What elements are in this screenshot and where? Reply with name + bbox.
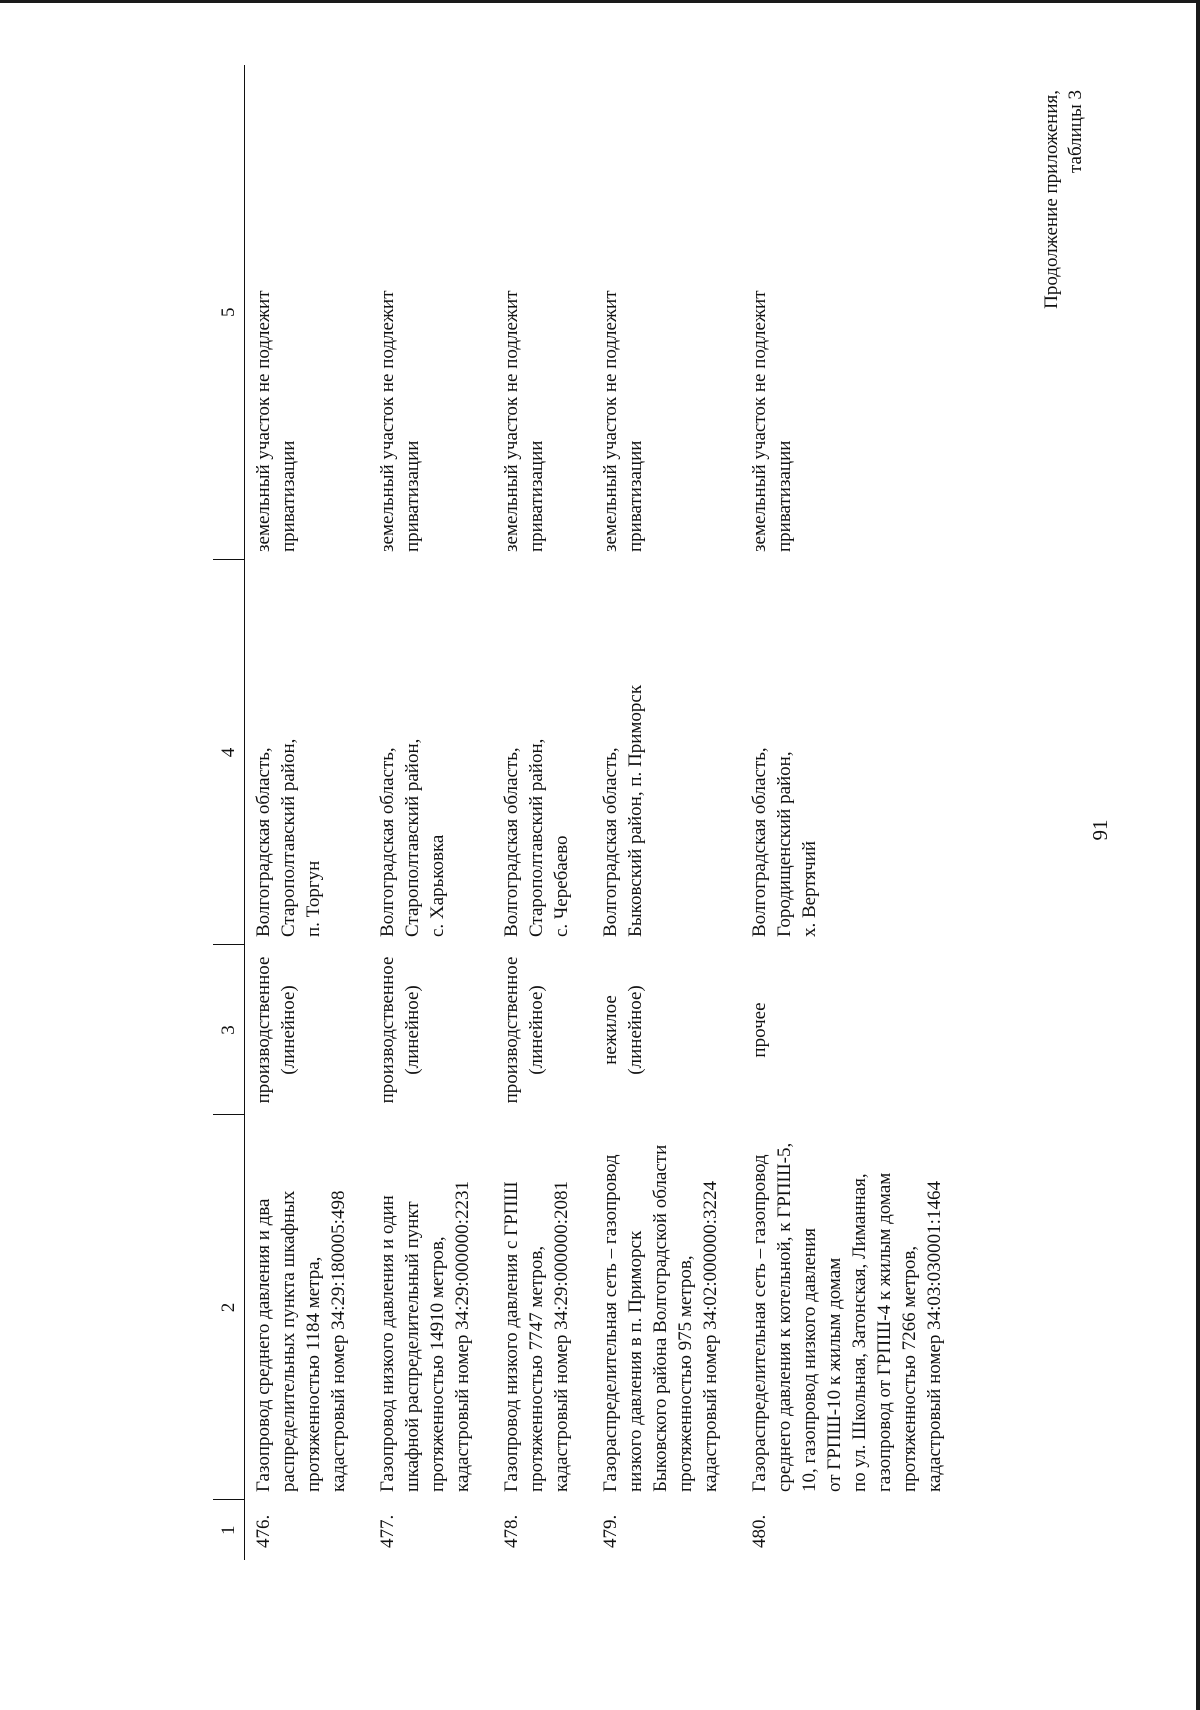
continuation-note bbox=[1040, 90, 1088, 309]
object-name-line: протяженностью 7747 метров, bbox=[526, 1245, 547, 1492]
object-purpose-line: нежилое (линейное) bbox=[600, 985, 646, 1075]
object-note bbox=[741, 65, 965, 560]
object-note-line: приватизации bbox=[625, 440, 646, 552]
continuation-line: Продолжение приложения, bbox=[1041, 90, 1062, 309]
object-address-line: Волгоградская область, bbox=[749, 747, 770, 937]
object-note-line: земельный участок не подлежит bbox=[600, 290, 621, 552]
object-name-line: протяженностью 1184 метра, bbox=[303, 1256, 324, 1492]
object-address-line: Городищенский район, bbox=[774, 751, 795, 937]
object-address-line: Старополтавский район, bbox=[278, 738, 299, 937]
object-purpose-line: производственное bbox=[501, 956, 522, 1104]
object-note-line: земельный участок не подлежит bbox=[377, 290, 398, 552]
object-name-line: протяженностью 975 метров, bbox=[675, 1255, 696, 1492]
object-name-line: кадастровый номер 34:29:000000:2231 bbox=[452, 1181, 473, 1492]
object-note-line: приватизации bbox=[526, 440, 547, 552]
object-note-line: приватизации bbox=[402, 440, 423, 552]
object-name-line: Газопровод низкого давления и один bbox=[377, 1195, 398, 1492]
object-address-line: с. Харьковка bbox=[427, 834, 448, 937]
object-purpose-line: (линейное) bbox=[526, 985, 547, 1075]
table-row bbox=[493, 65, 592, 1560]
object-name-line: распределительных пункта шкафных bbox=[278, 1190, 299, 1492]
object-name-line: кадастровый номер 34:29:000000:2081 bbox=[551, 1181, 572, 1492]
object-address-line: Старополтавский район, bbox=[402, 738, 423, 937]
page-number: 91 bbox=[1088, 819, 1112, 841]
object-note-line: земельный участок не подлежит bbox=[253, 290, 274, 552]
object-address-line: Волгоградская область, bbox=[501, 747, 522, 937]
object-name-line: по ул. Школьная, Затонская, Лиманная, bbox=[849, 1173, 870, 1492]
table-row bbox=[741, 65, 965, 1560]
row-number: 478. bbox=[501, 1514, 522, 1548]
object-name-line: Быковского района Волгоградской области bbox=[650, 1144, 671, 1492]
object-purpose-line: (линейное) bbox=[278, 985, 299, 1075]
row-number: 477. bbox=[377, 1514, 398, 1548]
table-row bbox=[592, 65, 741, 1560]
object-purpose bbox=[592, 945, 741, 1115]
object-name-line: Газораспределительная сеть – газопровод bbox=[600, 1154, 621, 1492]
column-number: 2 bbox=[213, 1115, 245, 1500]
object-note-line: земельный участок не подлежит bbox=[749, 290, 770, 552]
row-number: 476. bbox=[253, 1514, 274, 1548]
object-name-line: среднего давления к котельной, к ГРПШ-5, bbox=[774, 1142, 795, 1492]
object-address-line: с. Черебаево bbox=[551, 835, 572, 937]
object-address-line: Волгоградская область, bbox=[600, 747, 621, 937]
object-name-line: кадастровый номер 34:02:000000:3224 bbox=[700, 1181, 721, 1492]
object-name bbox=[493, 1115, 592, 1500]
object-name-line: кадастровый номер 34:29:180005:498 bbox=[328, 1190, 349, 1492]
table-row bbox=[245, 65, 370, 1560]
object-address bbox=[592, 560, 741, 945]
object-name-line: 10, газопровод низкого давления bbox=[799, 1228, 820, 1492]
object-address bbox=[741, 560, 965, 945]
object-note-line: приватизации bbox=[774, 440, 795, 552]
object-address bbox=[369, 560, 493, 945]
object-name bbox=[741, 1115, 965, 1500]
object-note-line: приватизации bbox=[278, 440, 299, 552]
object-address-line: Волгоградская область, bbox=[377, 747, 398, 937]
object-purpose-line: производственное bbox=[377, 956, 398, 1104]
object-address bbox=[245, 560, 370, 945]
object-address-line: п. Торгун bbox=[303, 860, 324, 937]
object-address bbox=[493, 560, 592, 945]
object-address-line: Быковский район, п. Приморск bbox=[625, 684, 646, 937]
object-note bbox=[369, 65, 493, 560]
object-address-line: Старополтавский район, bbox=[526, 738, 547, 937]
object-name bbox=[592, 1115, 741, 1500]
object-purpose bbox=[369, 945, 493, 1115]
object-name-line: низкого давления в п. Приморск bbox=[625, 1230, 646, 1492]
column-number: 5 bbox=[213, 65, 245, 560]
object-address-line: Волгоградская область, bbox=[253, 747, 274, 937]
object-name-line: Газораспределительная сеть – газопровод bbox=[749, 1154, 770, 1492]
object-note bbox=[245, 65, 370, 560]
object-name-line: протяженностью 7266 метров, bbox=[899, 1245, 920, 1492]
object-purpose-line: прочее bbox=[749, 1002, 770, 1058]
object-note bbox=[493, 65, 592, 560]
object-name-line: от ГРПШ-10 к жилым домам bbox=[824, 1257, 845, 1492]
object-purpose bbox=[493, 945, 592, 1115]
column-number: 3 bbox=[213, 945, 245, 1115]
object-name-line: кадастровый номер 34:03:030001:1464 bbox=[924, 1181, 945, 1492]
object-name bbox=[245, 1115, 370, 1500]
object-note-line: земельный участок не подлежит bbox=[501, 290, 522, 552]
rotated-content bbox=[20, 0, 1180, 1670]
table-row bbox=[369, 65, 493, 1560]
object-purpose bbox=[245, 945, 370, 1115]
object-name-line: протяженностью 14910 метров, bbox=[427, 1236, 448, 1492]
row-number: 479. bbox=[600, 1514, 621, 1548]
property-table bbox=[213, 65, 965, 1560]
row-number: 480. bbox=[749, 1514, 770, 1548]
object-purpose-line: (линейное) bbox=[402, 985, 423, 1075]
object-name-line: Газопровод среднего давления и два bbox=[253, 1198, 274, 1492]
object-name-line: газопровод от ГРПШ-4 к жилым домам bbox=[874, 1172, 895, 1492]
object-name bbox=[369, 1115, 493, 1500]
scan-edge bbox=[1196, 0, 1200, 1710]
object-purpose-line: производственное bbox=[253, 956, 274, 1104]
continuation-line: таблицы 3 bbox=[1065, 90, 1086, 173]
object-purpose bbox=[741, 945, 965, 1115]
object-note bbox=[592, 65, 741, 560]
column-number: 1 bbox=[213, 1500, 245, 1560]
object-name-line: шкафной распределительный пункт bbox=[402, 1201, 423, 1492]
object-name-line: Газопровод низкого давления с ГРПШ bbox=[501, 1181, 522, 1492]
table-header-row bbox=[213, 65, 245, 1560]
object-address-line: х. Вертячий bbox=[799, 840, 820, 937]
column-number: 4 bbox=[213, 560, 245, 945]
